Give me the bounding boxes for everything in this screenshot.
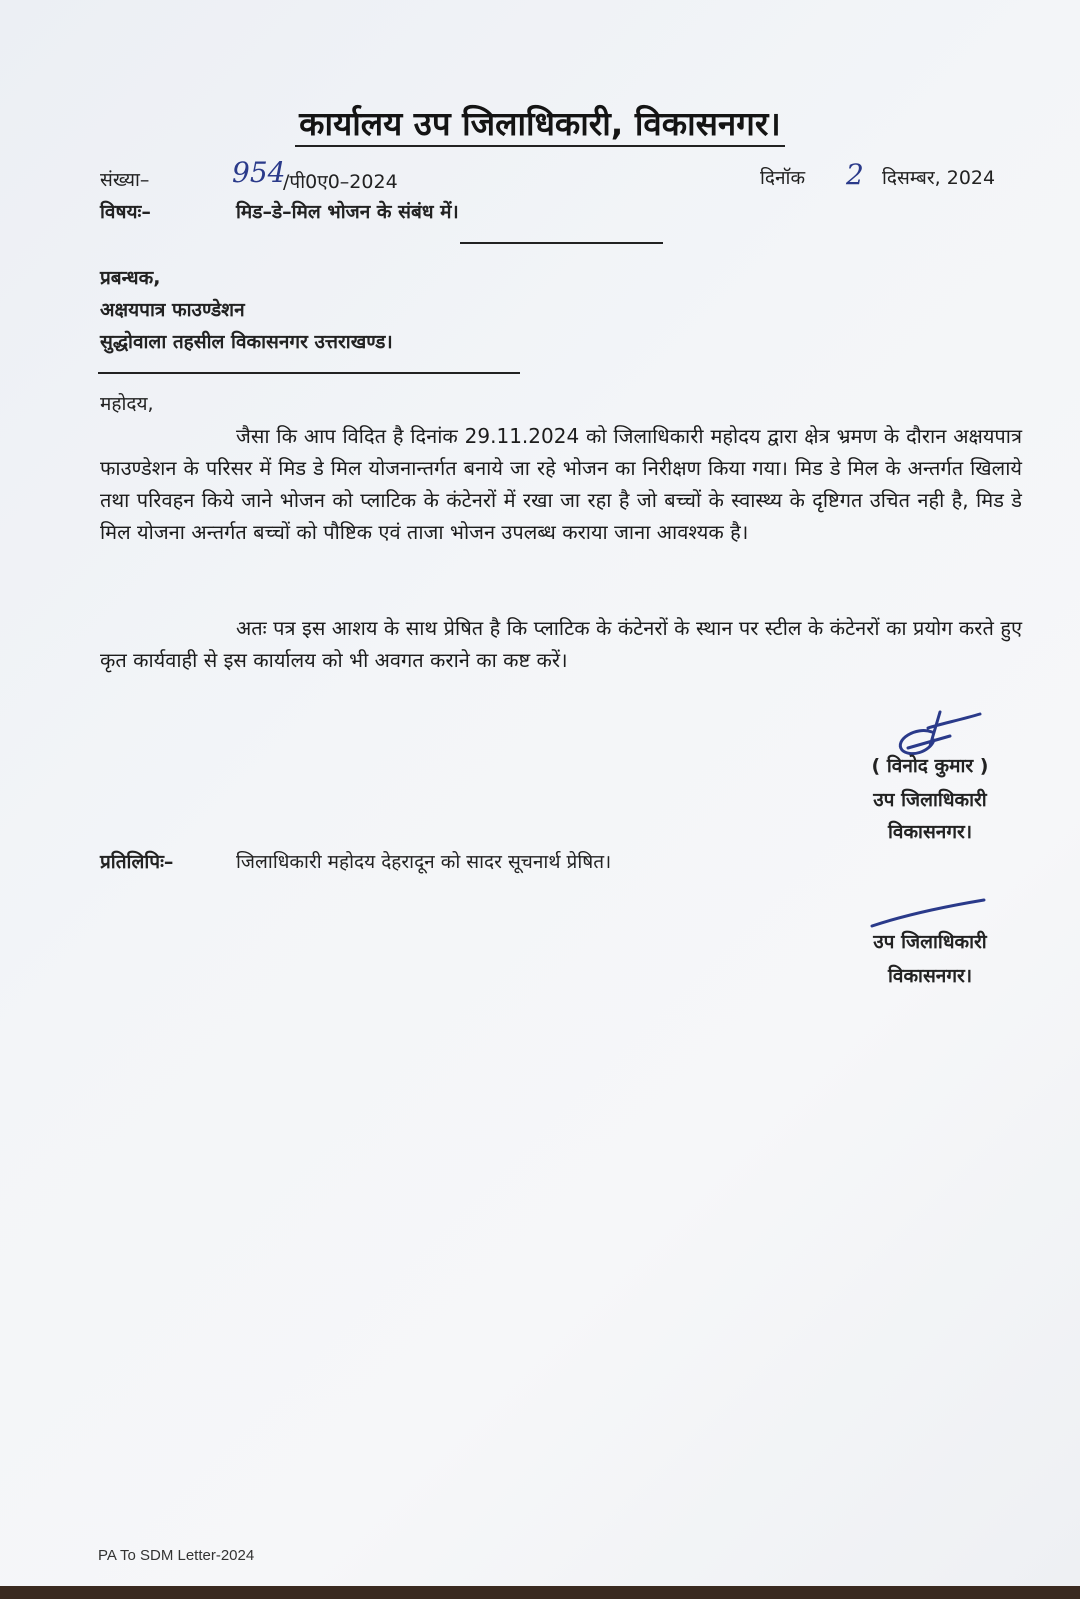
salutation: महोदय, bbox=[100, 393, 154, 415]
recipient-line-2: अक्षयपात्र फाउण्डेशन bbox=[100, 299, 245, 321]
recipient-line-1: प्रबन्धक, bbox=[100, 267, 161, 289]
signatory-designation: उप जिलाधिकारी bbox=[873, 789, 987, 811]
office-title: कार्यालय उप जिलाधिकारी, विकासनगर। bbox=[0, 100, 1080, 145]
body-paragraph-2: अतः पत्र इस आशय के साथ प्रेषित है कि प्लाटिक के कंटेनरों के स्थान पर स्टील के कंटेनरों का प्रयोग करते हुए कृत कार्यवाही से इस कार्यालय को भी अवगत कराने का कष्ट करें। bbox=[100, 616, 1022, 672]
signatory-place: विकासनगर। bbox=[887, 821, 973, 843]
subject-text: मिड–डे–मिल भोजन के संबंध में। bbox=[236, 201, 459, 223]
date-day-handwritten: 2 bbox=[846, 158, 864, 191]
ref-number-handwritten: 954 bbox=[232, 156, 286, 189]
date-month-year: दिसम्बर, 2024 bbox=[882, 167, 996, 189]
ref-number-suffix: /पी0ए0–2024 bbox=[283, 171, 398, 193]
ref-number-label: संख्या– bbox=[100, 169, 150, 191]
recipient-underline bbox=[98, 372, 520, 374]
copy-text: जिलाधिकारी महोदय देहरादून को सादर सूचनार्थ प्रेषित। bbox=[236, 851, 612, 873]
subject-underline bbox=[460, 242, 663, 244]
body-paragraph-1: जैसा कि आप विदित है दिनांक 29.11.2024 को जिलाधिकारी महोदय द्वारा क्षेत्र भ्रमण के दौरान अक्षयपात्र फाउण्डेशन के परिसर में मिड डे मिल योजनान्तर्गत बनाये जा रहे भोजन का निरीक्षण किया गया। मिड डे मिल के अन्तर्गत खिलाये तथा परिवहन किये जाने भोजन को प्लाटिक के कंटेनरों में रखा जा रहा है जो बच्चों के स्वास्थ्य के दृष्टिगत उचित नही है, मिड डे मिल योजना अन्तर्गत बच्चों को पौष्टिक एवं ताजा भोजन उपलब्ध कराया जाना आवश्यक है। bbox=[100, 424, 1022, 544]
copy-label: प्रतिलिपिः– bbox=[100, 851, 174, 873]
footer-reference: PA To SDM Letter-2024 bbox=[98, 1547, 255, 1564]
date-label: दिनॉक bbox=[760, 167, 806, 189]
subject-label: विषयः– bbox=[100, 201, 151, 223]
copy-place: विकासनगर। bbox=[887, 965, 973, 987]
copy-signature-stroke bbox=[868, 892, 988, 932]
signatory-name: ( विनोद कुमार ) bbox=[871, 755, 989, 777]
copy-designation: उप जिलाधिकारी bbox=[873, 931, 987, 953]
recipient-line-3: सुद्धोवाला तहसील विकासनगर उत्तराखण्ड। bbox=[100, 331, 393, 353]
